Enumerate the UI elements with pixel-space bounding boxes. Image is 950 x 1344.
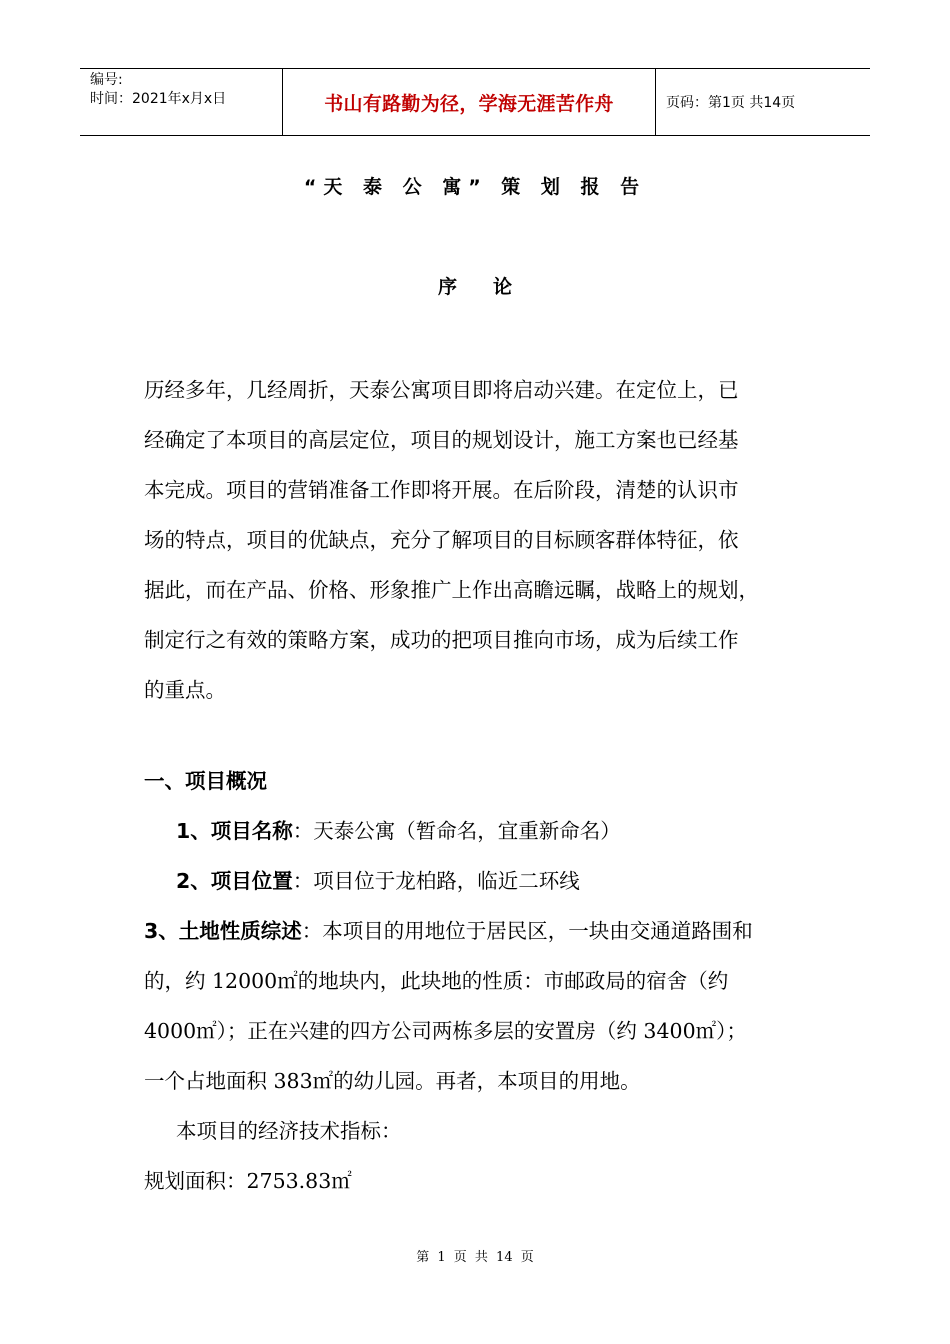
time-label: 时间：2021年x月x日 — [90, 91, 227, 107]
item-sep: ： — [292, 819, 314, 843]
motto: 书山有路勤为径，学海无涯苦作舟 — [324, 92, 614, 115]
header-motto-cell — [282, 69, 656, 135]
intro-line: 的重点。 — [144, 678, 226, 702]
preface-heading: 序论 — [437, 276, 548, 298]
item-sep: ： — [292, 869, 314, 893]
intro-line: 场的特点，项目的优缺点，充分了解项目的目标顾客群体特征，依 — [144, 528, 739, 552]
item-value: 天泰公寓（暂命名，宜重新命名） — [313, 819, 621, 843]
land-nature-line: 4000㎡）；正在兴建的四方公司两栋多层的安置房（约 3400㎡）； — [144, 1019, 747, 1043]
item-project-location — [176, 866, 580, 896]
document-header — [80, 68, 870, 136]
number-label: 编号: — [90, 72, 123, 88]
header-page-cell — [656, 69, 870, 135]
intro-line: 本完成。项目的营销准备工作即将开展。在后阶段，清楚的认识市 — [144, 478, 739, 502]
item-label: 1、项目名称 — [176, 819, 293, 843]
indicators-intro: 本项目的经济技术指标： — [176, 1119, 402, 1143]
item-label: 3、土地性质综述 — [144, 919, 302, 943]
item-label: 2、项目位置 — [176, 869, 293, 893]
item-value: 本项目的用地位于居民区，一块由交通道路围和 — [322, 919, 753, 943]
land-nature-line: 的，约 12000㎡的地块内，此块地的性质：市邮政局的宿舍（约 — [144, 969, 729, 993]
item-project-name — [176, 816, 621, 846]
intro-line: 制定行之有效的策略方案，成功的把项目推向市场，成为后续工作 — [144, 628, 739, 652]
item-land-nature — [144, 916, 753, 946]
intro-line: 经确定了本项目的高层定位，项目的规划设计，施工方案也已经基 — [144, 428, 739, 452]
section1-heading: 一、项目概况 — [144, 769, 267, 793]
intro-paragraph — [144, 365, 824, 715]
land-nature-line: 一个占地面积 383㎡的幼儿园。再者，本项目的用地。 — [144, 1069, 641, 1093]
item-sep: ： — [301, 919, 323, 943]
header-info-cell — [80, 69, 282, 135]
document-title: “天 泰 公 寓” 策 划 报 告 — [303, 176, 647, 198]
planning-area: 规划面积：2753.83㎡ — [144, 1169, 352, 1193]
intro-line: 据此，而在产品、价格、形象推广上作出高瞻远瞩，战略上的规划， — [144, 578, 759, 602]
item-value: 项目位于龙柏路，临近二环线 — [313, 869, 580, 893]
intro-line: 历经多年，几经周折，天泰公寓项目即将启动兴建。在定位上，已 — [144, 378, 739, 402]
page-code: 页码：第1页 共14页 — [666, 95, 796, 111]
page-footer: 第 1 页 共 14 页 — [416, 1250, 534, 1265]
